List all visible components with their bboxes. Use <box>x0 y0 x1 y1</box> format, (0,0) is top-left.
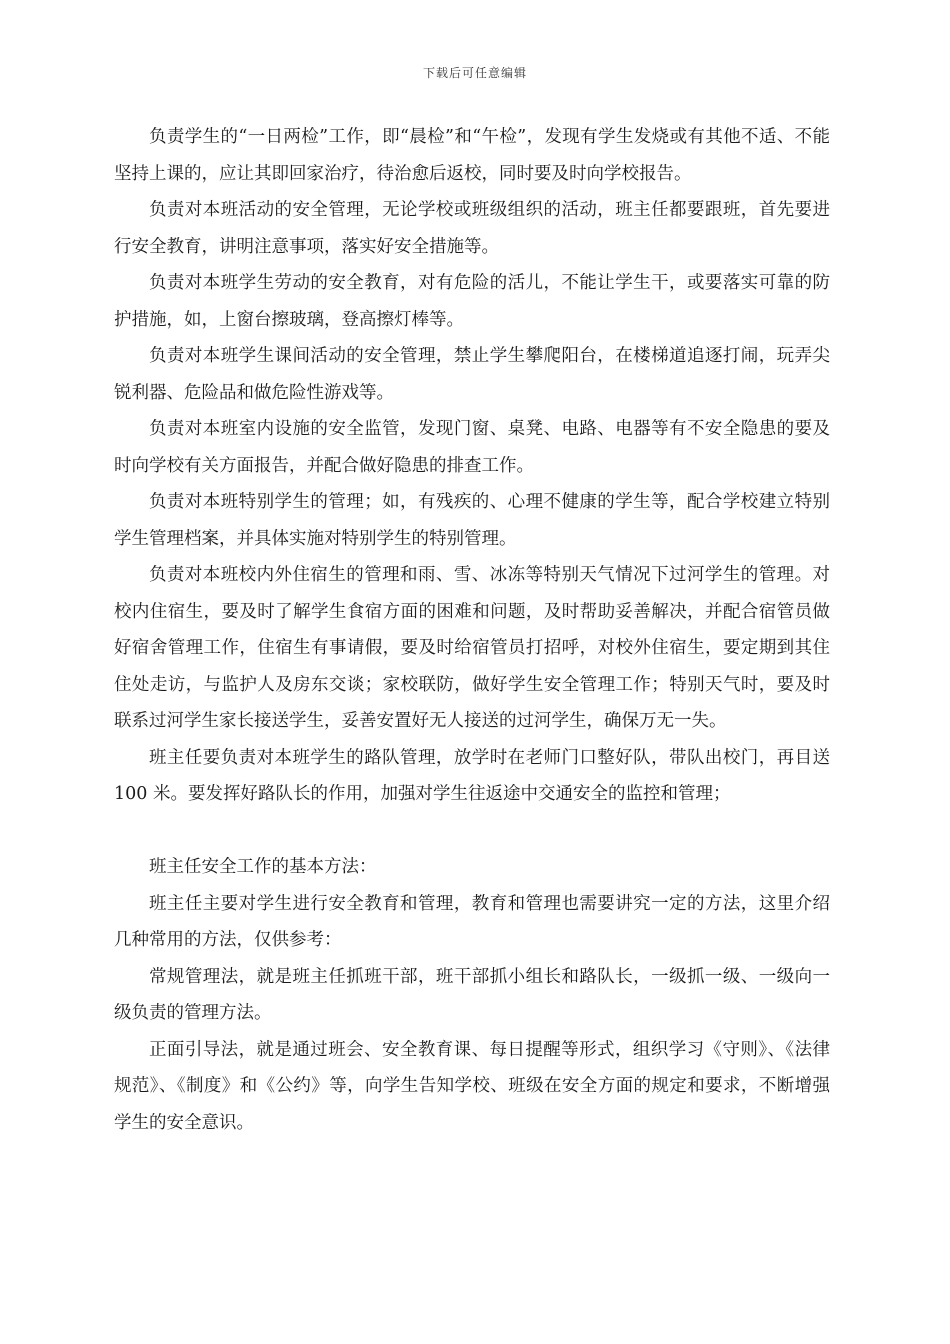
paragraph-guidance-method: 正面引导法，就是通过班会、安全教育课、每日提醒等形式，组织学习《守则》、《法律规范》、《制度》和《公约》等，向学生告知学校、班级在安全方面的规定和要求，不断增强学生的安全意识。 <box>114 1039 830 1133</box>
paragraph-special-students: 负责对本班特别学生的管理；如，有残疾的、心理不健康的学生等，配合学校建立特别学生管理档案，并具体实施对特别学生的特别管理。 <box>114 492 830 549</box>
paragraph-route-management: 班主任要负责对本班学生的路队管理，放学时在老师门口整好队，带队出校门，再目送 100 米。要发挥好路队长的作用，加强对学生往返途中交通安全的监控和管理； <box>114 747 830 804</box>
section-heading-methods: 班主任安全工作的基本方法： <box>149 857 377 877</box>
paragraph-routine-method: 常规管理法，就是班主任抓班干部，班干部抓小组长和路队长，一级抓一级、一级向一级负责的管理方法。 <box>114 966 830 1023</box>
page-header: 下载后可任意编辑 <box>422 66 527 80</box>
paragraph-facility-safety: 负责对本班室内设施的安全监管，发现门窗、桌凳、电路、电器等有不安全隐患的要及时向学校有关方面报告，并配合做好隐患的排查工作。 <box>114 419 830 476</box>
paragraph-methods-intro: 班主任主要对学生进行安全教育和管理，教育和管理也需要讲究一定的方法，这里介绍几种常用的方法，仅供参考： <box>114 893 830 950</box>
blank-line <box>114 813 830 850</box>
paragraph-boarders: 负责对本班校内外住宿生的管理和雨、雪、冰冻等特别天气情况下过河学生的管理。对校内住宿生，要及时了解学生食宿方面的困难和问题，及时帮助妥善解决，并配合宿管员做好宿舍管理工作，住宿生有事请假，要及时给宿管员打招呼，对校外住宿生，要定期到其住住处走访，与监护人及房东交谈；家校联防，做好学生安全管理工作；特别天气时，要及时联系过河学生家长接送学生，妥善安置好无人接送的过河学生，确保万无一失。 <box>114 565 830 731</box>
paragraph-activity-safety: 负责对本班活动的安全管理，无论学校或班级组织的活动，班主任都要跟班，首先要进行安全教育，讲明注意事项，落实好安全措施等。 <box>114 200 830 257</box>
paragraph-daily-checks: 负责学生的“一日两检”工作，即“晨检”和“午检”，发现有学生发烧或有其他不适、不能坚持上课的，应让其即回家治疗，待治愈后返校，同时要及时向学校报告。 <box>114 127 830 184</box>
paragraph-labor-safety: 负责对本班学生劳动的安全教育，对有危险的活儿，不能让学生干，或要落实可靠的防护措施，如，上窗台擦玻璃，登高擦灯棒等。 <box>114 273 830 330</box>
paragraph-break-safety: 负责对本班学生课间活动的安全管理，禁止学生攀爬阳台，在楼梯道追逐打闹，玩弄尖锐利器、危险品和做危险性游戏等。 <box>114 346 830 403</box>
document-body <box>114 119 830 1141</box>
